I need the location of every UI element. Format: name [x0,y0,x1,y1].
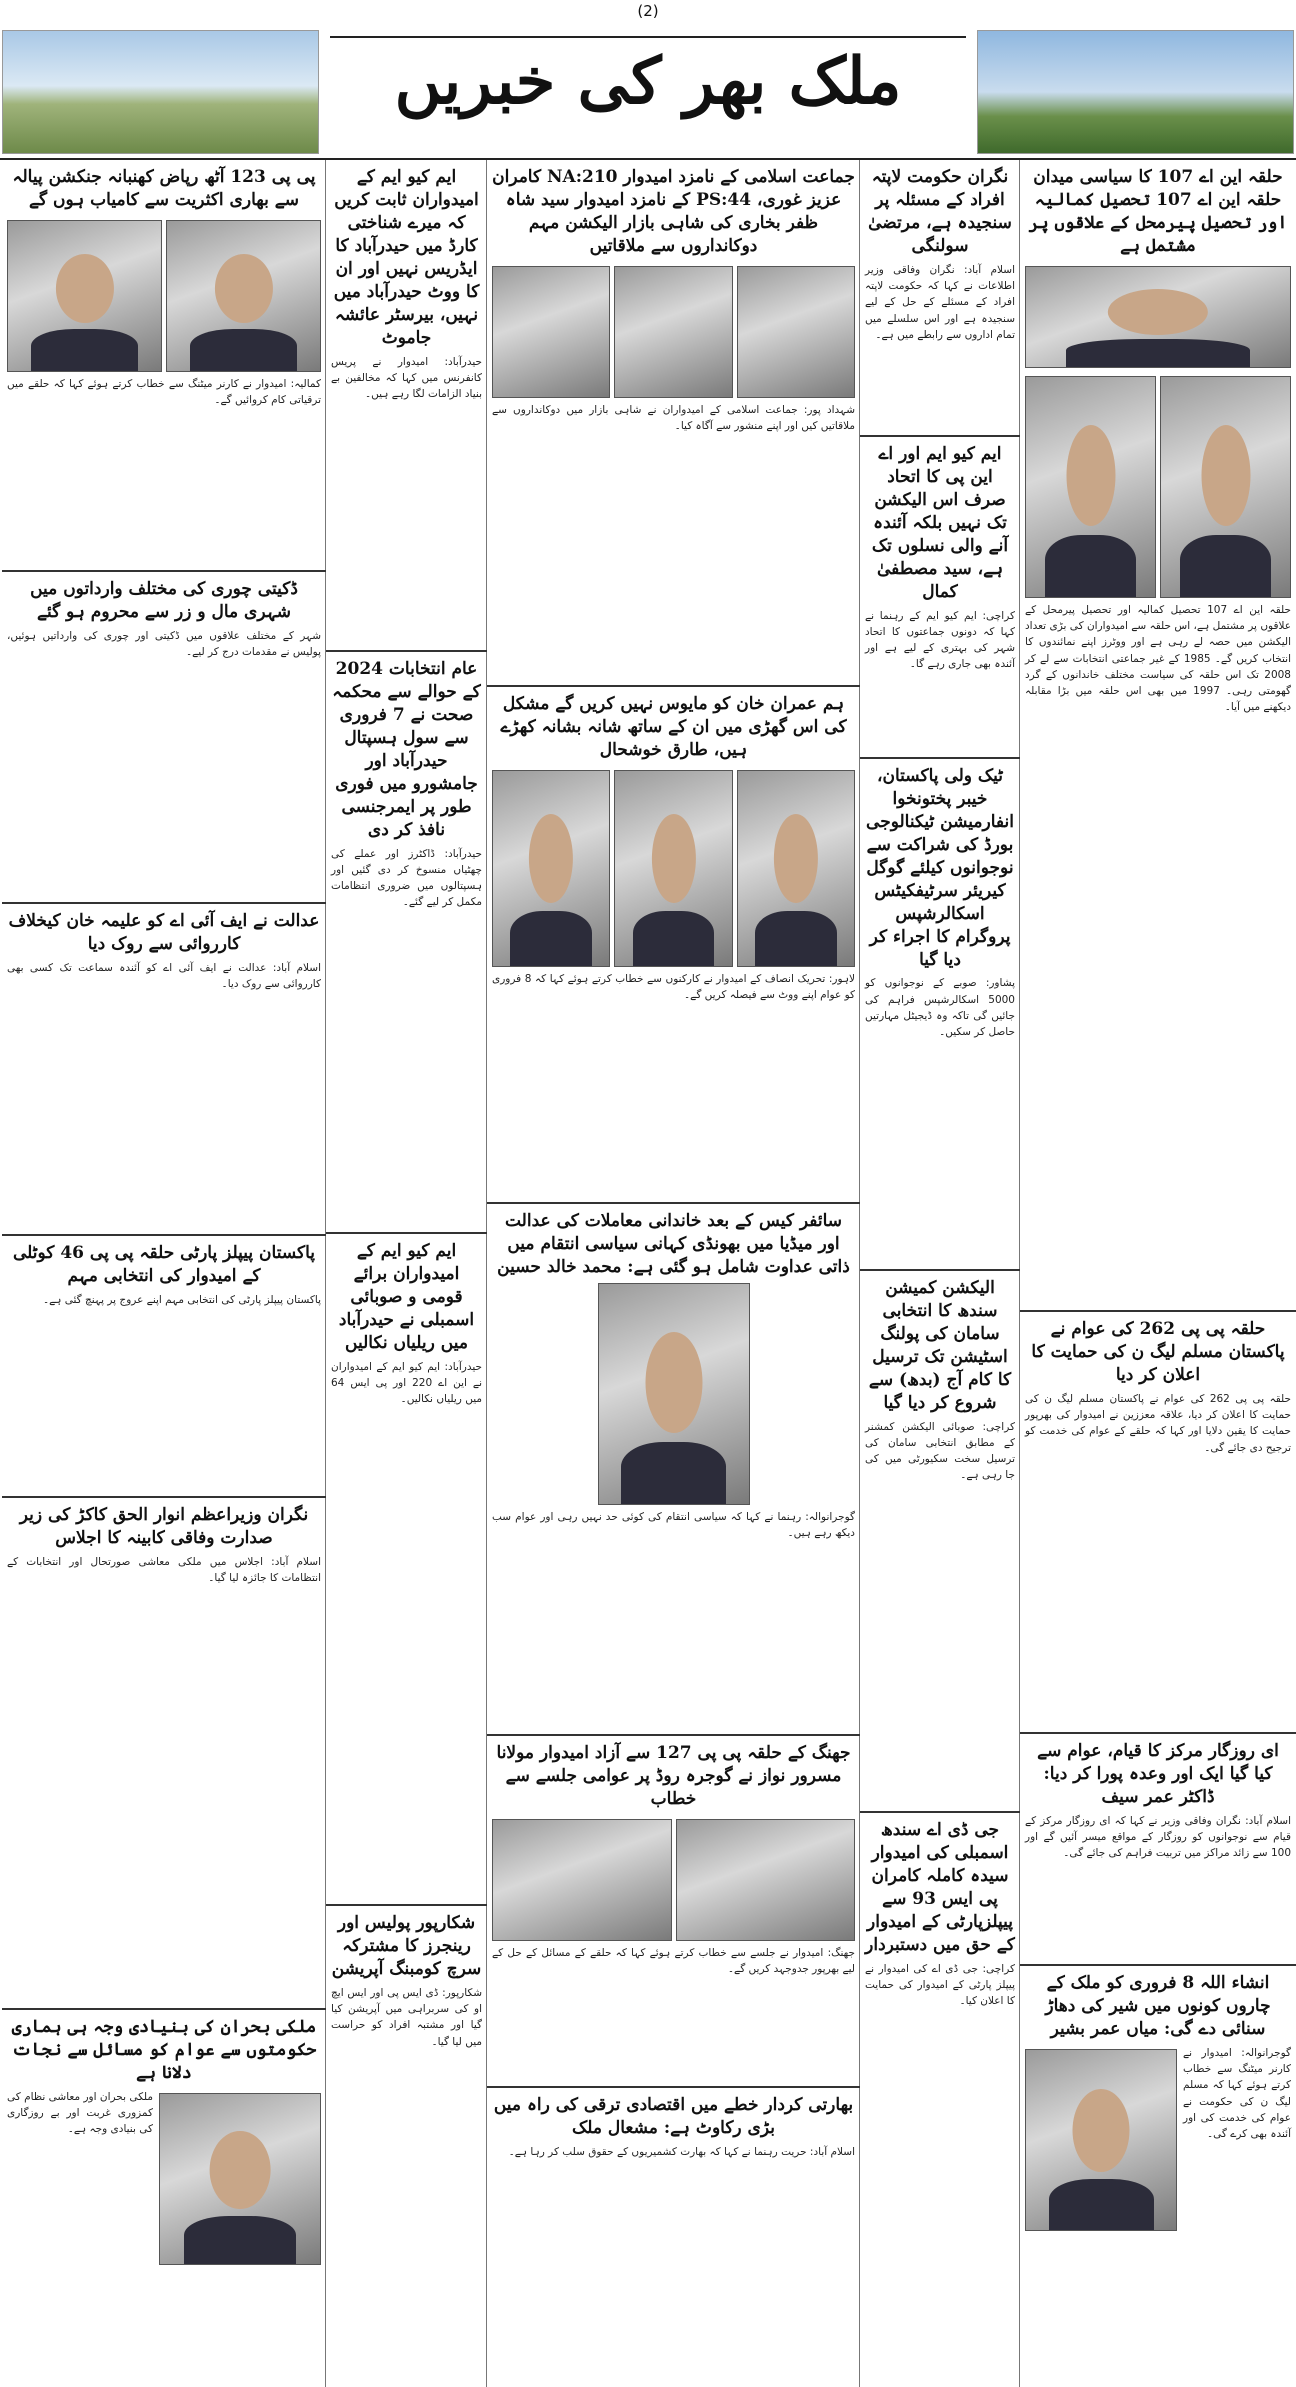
columns-area [0,160,1296,2387]
story-headline: عام انتخابات 2024 کے حوالے سے محکمہ صحت نے 7 فروری سے سول ہسپتال حیدرآباد اور جامشورو میں فوری طور پر ایمرجنسی نافذ کر دی [332,659,481,840]
column-1 [1019,160,1296,2387]
photo [614,266,732,398]
photo [166,220,321,372]
story [487,1736,860,2088]
story-body: شہداد پور: جماعت اسلامی کے امیدواران نے شاہی بازار میں دوکانداروں سے ملاقاتیں کیں اور اپنے منشور سے آگاہ کیا۔ [492,403,855,433]
photo [598,1283,750,1505]
photo [492,770,610,967]
photo [7,220,162,372]
story [1020,160,1296,1312]
story-body: کمالیہ: امیدوار نے کارنر میٹنگ سے خطاب کرتے ہوئے کہا کہ حلقے میں ترقیاتی کام کروائیں گے۔ [7,377,321,407]
story-body: پشاور: صوبے کے نوجوانوں کو 5000 اسکالرشپس فراہم کی جائیں گی تاکہ وہ ڈیجیٹل مہارتیں حاصل کر سکیں۔ [865,977,1015,1039]
column-2 [859,160,1020,2387]
story-body: حلقہ پی پی 262 کی عوام نے پاکستان مسلم لیگ ن کی حمایت کا اعلان کر دیا، علاقہ معززین نے امیدوار کی بھرپور حمایت کا یقین دلایا اور کہا کہ حلقے کے عوام کی خدمت کو ترجیح دی جائے گی۔ [1025,1392,1291,1454]
story-headline: ڈکیتی چوری کی مختلف وارداتوں میں شہری مال و زر سے محروم ہو گئے [30,579,298,622]
story [2,1236,326,1498]
story [1020,1312,1296,1734]
photo [737,770,855,967]
story [2,160,326,572]
story-body: ملکی بحران اور معاشی نظام کی کمزوری غربت اور بے روزگاری کی بنیادی وجہ ہے۔ [7,2090,153,2136]
story [860,1813,1020,2387]
column-4 [325,160,487,2387]
story [487,160,860,687]
story-headline: ٹیک ولی پاکستان، خیبر پختونخوا انفارمیشن ٹیکنالوجی بورڈ کی شراکت سے نوجوانوں کیلئے گوگل کیریئر سرٹیفکیٹس اسکالرشپس پروگرام کا اجراء کر دیا گیا [866,766,1014,970]
story-headline: الیکشن کمیشن سندھ کا انتخابی سامان کی پولنگ اسٹیشن تک ترسیل کا کام آج (بدھ) سے شروع کر دیا گیا [868,1278,1012,1413]
story-body: اسلام آباد: نگران وفاقی وزیر اطلاعات نے کہا کہ حکومت لاپتہ افراد کے مسئلے کے حل کے لیے سنجیدہ ہے اور اس سلسلے میں تمام اداروں سے رابطے میں ہے۔ [865,263,1015,341]
story-body: کراچی: ایم کیو ایم کے رہنما نے کہا کہ دونوں جماعتوں کا اتحاد شہر کی بہتری کے لیے ہے اور آئندہ بھی جاری رہے گا۔ [865,609,1015,671]
masthead [0,26,1296,160]
story-headline: جماعت اسلامی کے نامزد امیدوار NA:210 کامران عزیز غوری، PS:44 کے نامزد امیدوار سید شاہ ظفر بخاری کی شاہی بازار الیکشن مہم دوکانداروں سے ملاقاتیں [492,167,855,256]
story-body: حیدرآباد: ڈاکٹرز اور عملے کی چھٹیاں منسوخ کر دی گئیں اور ہسپتالوں میں ضروری انتظامات مکمل کر لیے گئے۔ [331,847,482,909]
story-headline: حلقہ این اے 107 کا سیاسی میدان حلقہ این اے 107 تحصیل کمالیہ اور تحصیل پیرمحل کے علاقوں پر مشتمل ہے [1028,167,1288,256]
story [487,687,860,1204]
photo [492,266,610,398]
story-headline: ایم کیو ایم کے امیدواران ثابت کریں کہ میرے شناختی کارڈ میں حیدرآباد کا ایڈریس نہیں اور ان کا ووٹ حیدرآباد میں نہیں، بیرسٹر عائشہ جاموٹ [333,167,480,348]
story-headline: ایم کیو ایم اور اے این پی کا اتحاد صرف اس الیکشن تک نہیں بلکہ آئندہ آنے والی نسلوں تک ہے، سید مصطفیٰ کمال [871,444,1009,602]
story-headline: عدالت نے ایف آئی اے کو علیمہ خان کیخلاف کارروائی سے روک دیا [8,911,320,954]
story-headline: جھنگ کے حلقہ پی پی 127 سے آزاد امیدوار مولانا مسرور نواز نے گوجرہ روڈ پر عوامی جلسے سے خطاب [496,1743,851,1809]
story-body: حیدرآباد: امیدوار نے پریس کانفرنس میں کہا کہ مخالفین بے بنیاد الزامات لگا رہے ہیں۔ [331,355,482,401]
story-headline: نگران وزیراعظم انوار الحق کاکڑ کی زیر صدارت وفاقی کابینہ کا اجلاس [19,1505,309,1548]
story-headline: پی پی 123 آٹھ رپاض کھنبانہ جنکشن پیالہ سے بھاری اکثریت سے کامیاب ہوں گے [12,167,316,210]
story [860,759,1020,1271]
story-body: اسلام آباد: نگران وفاقی وزیر نے کہا کہ ای روزگار مرکز کے قیام سے نوجوانوں کو روزگار کے مواقع میسر آئیں گے اور 100 سے زائد مراکز میں تربیت فراہم کی جائے گی۔ [1025,1814,1291,1860]
photo [737,266,855,398]
story-body: شکارپور: ڈی ایس پی اور ایس ایچ او کی سربراہی میں آپریشن کیا گیا اور مشتبہ افراد کو حراست میں لیا گیا۔ [331,1986,482,2048]
story-headline: پاکستان پیپلز پارٹی حلقہ پی پی 46 کوٹلی کے امیدوار کی انتخابی مہم [13,1243,315,1286]
story [2,904,326,1236]
masthead-photo-right [977,30,1294,154]
story-headline: سائفر کیس کے بعد خاندانی معاملات کی عدالت اور میڈیا میں بھونڈی کہانی سیاسی انتقام میں ذاتی عداوت شامل ہو گئی ہے: محمد خالد حسین [497,1211,850,1277]
story-body: جھنگ: امیدوار نے جلسے سے خطاب کرتے ہوئے کہا کہ حلقے کے مسائل کے حل کے لیے بھرپور جدوجہد کریں گے۔ [492,1946,855,1976]
photo [492,1819,672,1941]
story [1020,1734,1296,1966]
story-headline: ہم عمران خان کو مایوس نہیں کریں گے مشکل کی اس گھڑی میں ان کے ساتھ شانہ بشانہ کھڑے ہیں، طارق خوشحال [500,694,847,760]
column-3 [486,160,860,2387]
story-headline: شکارپور پولیس اور رینجرز کا مشترکہ سرچ کومبنگ آپریشن [331,1913,482,1979]
masthead-photo-left [2,30,319,154]
story-headline: نگران حکومت لاپتہ افراد کے مسئلہ پر سنجیدہ ہے، مرتضیٰ سولنگی [868,167,1012,256]
story-body: گوجرانوالہ: امیدوار نے کارنر میٹنگ سے خطاب کرتے ہوئے کہا کہ مسلم لیگ ن کی حکومت نے عوام کی خدمت کی اور آئندہ بھی کرے گی۔ [1183,2046,1291,2141]
story [2,2010,326,2387]
masthead-title: ملک بھر کی خبریں [394,44,902,119]
story [860,1271,1020,1813]
page-number: (2) [637,2,659,20]
story-body: اسلام آباد: اجلاس میں ملکی معاشی صورتحال اور انتخابات کے انتظامات کا جائزہ لیا گیا۔ [7,1555,321,1585]
story [326,652,487,1234]
story-headline: بھارتی کردار خطے میں اقتصادی ترقی کی راہ میں بڑی رکاوٹ ہے: مشعال ملک [493,2095,854,2138]
story-body: شہر کے مختلف علاقوں میں ڈکیتی اور چوری کی وارداتیں ہوئیں، پولیس نے مقدمات درج کر لیے۔ [7,629,321,659]
story [1020,1966,1296,2387]
story-headline: حلقہ پی پی 262 کی عوام نے پاکستان مسلم لیگ ن کی حمایت کا اعلان کر دیا [1031,1319,1285,1385]
story-headline: انشاء اللہ 8 فروری کو ملک کے چاروں کونوں میں شیر کی دھاڑ سنائی دے گی: میاں عمر بشیر [1045,1973,1271,2039]
story-body: کراچی: جی ڈی اے کی امیدوار نے پیپلز پارٹی کے امیدوار کی حمایت کا اعلان کیا۔ [865,1962,1015,2008]
masthead-rule [330,36,966,38]
story-body: اسلام آباد: حریت رہنما نے کہا کہ بھارت کشمیریوں کے حقوق سلب کر رہا ہے۔ [508,2145,855,2158]
story-headline: جی ڈی اے سندھ اسمبلی کی امیدوار سیدہ کاملہ کامران پی ایس 93 سے پیپلزپارٹی کے امیدوار کے حق میں دستبردار [865,1820,1015,1955]
story [326,1234,487,1906]
story-body: اسلام آباد: عدالت نے ایف آئی اے کو آئندہ سماعت تک کسی بھی کارروائی سے روک دیا۔ [7,961,321,991]
column-5 [2,160,326,2387]
story-body: کراچی: صوبائی الیکشن کمشنر کے مطابق انتخابی سامان کی ترسیل سخت سکیورٹی میں کی جا رہی ہے۔ [865,1420,1015,1482]
story-headline: ملکی بحران کی بنیادی وجہ ہی ہماری حکومتوں سے عوام کو مسائل سے نجات دلانا ہے [11,2017,317,2083]
story [860,160,1020,437]
photo [159,2093,321,2265]
photo [1160,376,1291,598]
story [487,2088,860,2387]
photo [1025,376,1156,598]
story [326,1906,487,2387]
story-headline: ای روزگار مرکز کا قیام، عوام سے کیا گیا ایک اور وعدہ پورا کر دیا: ڈاکٹر عمر سیف [1037,1741,1279,1807]
story-headline: ایم کیو ایم کے امیدواران برائے قومی و صوبائی اسمبلی نے حیدرآباد میں ریلیاں نکالیں [338,1241,475,1353]
story-body: لاہور: تحریک انصاف کے امیدوار نے کارکنوں سے خطاب کرتے ہوئے کہا کہ 8 فروری کو عوام اپنے ووٹ سے فیصلہ کریں گے۔ [492,972,856,1002]
story [2,572,326,904]
story [326,160,487,652]
story [2,1498,326,2010]
story-body: گوجرانوالہ: رہنما نے کہا کہ سیاسی انتقام کی کوئی حد نہیں رہی اور عوام سب دیکھ رہے ہیں۔ [492,1510,855,1540]
story-body: حیدرآباد: ایم کیو ایم کے امیدواران نے این اے 220 اور پی ایس 64 میں ریلیاں نکالیں۔ [331,1360,482,1406]
story-body: حلقہ این اے 107 تحصیل کمالیہ اور تحصیل پیرمحل کے علاقوں پر مشتمل ہے، اس حلقہ سے امیدواران کی بڑی تعداد الیکشن میں حصہ لے رہی ہے اور ووٹرز اپنے نمائندوں کا انتخاب کریں گے۔ 1985 کے غیر جماعتی انتخابات سے لے کر 2008 تک اس حلقہ کی سیاست مختلف خاندانوں کے گرد گھومتی رہی۔ 1997 میں بھی اس حلقہ میں بڑا مقابلہ دیکھنے میں آیا۔ [1025,603,1291,714]
story [487,1204,860,1736]
photo [614,770,732,967]
photo [676,1819,856,1941]
story-body: پاکستان پیپلز پارٹی کی انتخابی مہم اپنے عروج پر پہنچ گئی ہے۔ [42,1293,321,1306]
photo [1025,266,1291,368]
story [860,437,1020,759]
photo [1025,2049,1177,2231]
